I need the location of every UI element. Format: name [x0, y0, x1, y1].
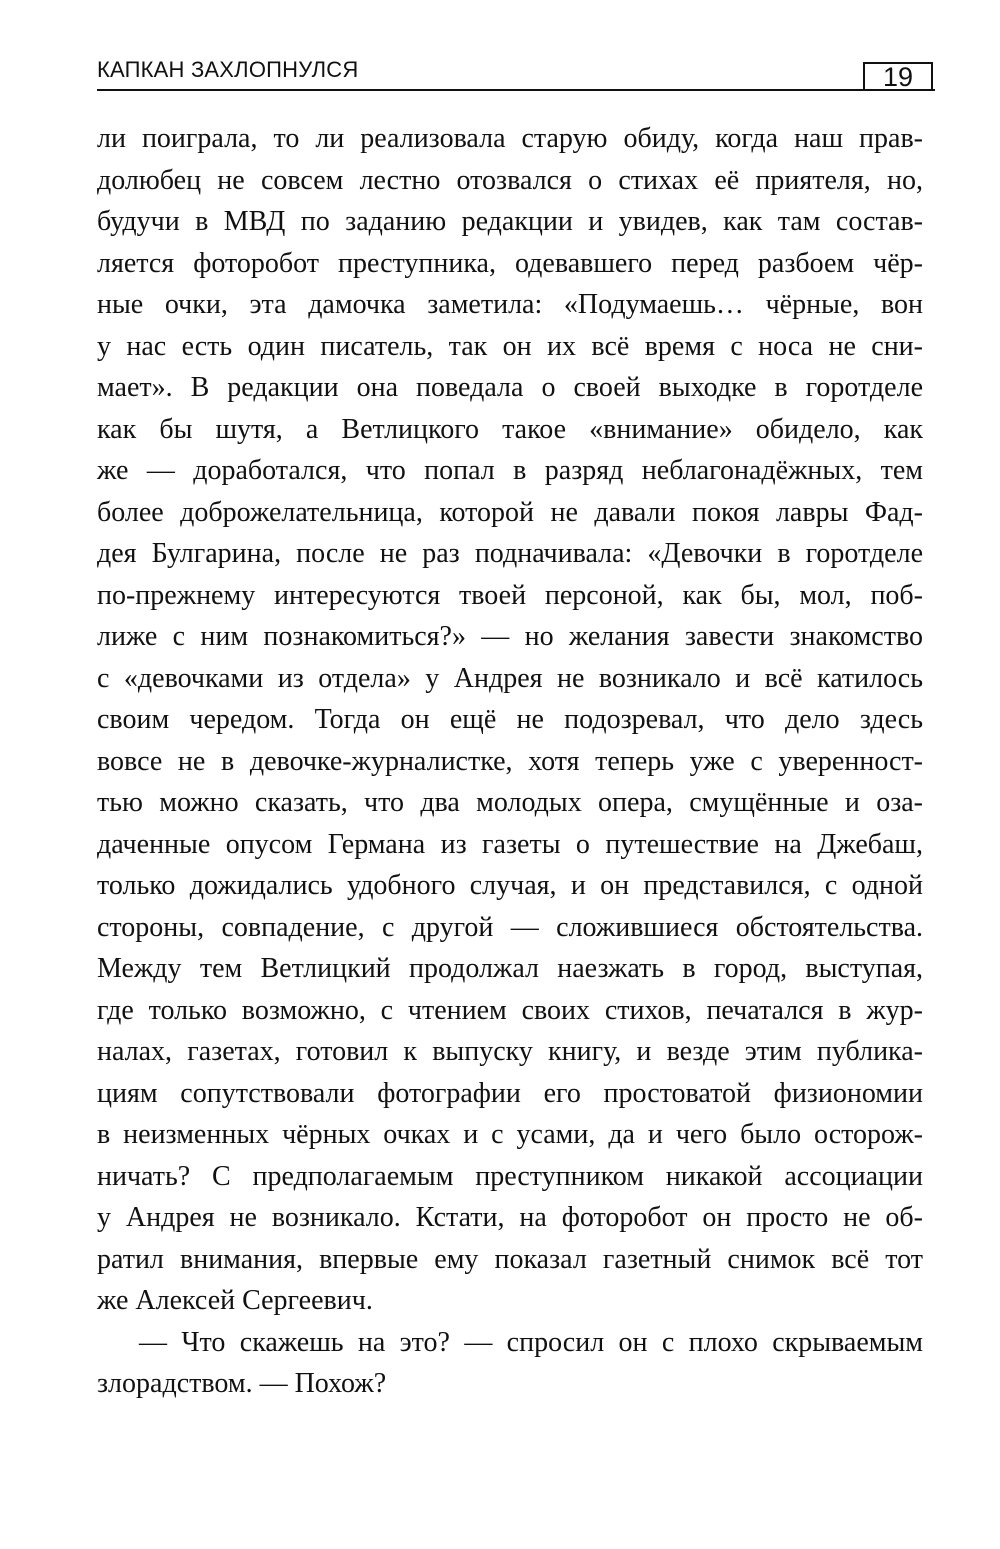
page-number: 19 [863, 62, 933, 89]
text-line: с «девочками из отдела» у Андрея не возникало и всё катилось [97, 662, 923, 694]
text-line: у нас есть один писатель, так он их всё время с носа не сни- [97, 330, 923, 362]
text-line: лиже с ним познакомиться?» — но желания завести знакомство [97, 621, 923, 652]
text-line: ратил внимания, впервые ему показал газетный снимок всё тот [97, 1243, 923, 1275]
text-line: по-прежнему интересуются твоей персоной, как бы, мол, поб- [97, 579, 923, 611]
running-title: КАПКАН ЗАХЛОПНУЛСЯ [97, 57, 359, 82]
text-line: циям сопутствовали фотографии его простоватой физиономии [97, 1077, 923, 1109]
text-line: же — доработался, что попал в разряд неблагонадёжных, тем [97, 455, 923, 486]
text-line: где только возможно, с чтением своих стихов, печатался в жур- [97, 994, 923, 1026]
text-line: злорадством. — Похож? [97, 1368, 387, 1399]
page-header [97, 52, 935, 94]
text-line: в неизменных чёрных очках и с усами, да и чего было осторож- [97, 1119, 923, 1150]
dialogue-paragraph [97, 1322, 923, 1405]
text-line: ляется фоторобот преступника, одевавшего перед разбоем чёр- [97, 247, 923, 279]
text-line: даченные опусом Германа из газеты о путешествие на Джебаш, [97, 828, 923, 860]
text-line: мает». В редакции она поведала о своей выходке в горотделе [97, 372, 923, 403]
text-line: ничать? С предполагаемым преступником никакой ассоциации [97, 1160, 923, 1192]
text-line: ли поиграла, то ли реализовала старую обиду, когда наш прав- [97, 123, 923, 154]
text-line: дея Булгарина, после не раз подначивала: «Девочки в горотделе [97, 538, 923, 569]
header-rule [97, 89, 935, 91]
text-line: своим чередом. Тогда он ещё не подозревал, что дело здесь [97, 704, 923, 735]
text-line: более доброжелательница, которой не давали покоя лавры Фад- [97, 496, 923, 528]
text-line: у Андрея не возникало. Кстати, на фоторобот он просто не об- [97, 1202, 923, 1233]
body-text [97, 118, 923, 1405]
text-line: тью можно сказать, что два молодых опера, смущённые и оза- [97, 787, 923, 818]
text-line: стороны, совпадение, с другой — сложившиеся обстоятельства. [97, 911, 923, 943]
text-line: как бы шутя, а Ветлицкого такое «внимание» обидело, как [97, 413, 923, 445]
text-line: ные очки, эта дамочка заметила: «Подумаешь… чёрные, вон [97, 289, 923, 320]
paragraph [97, 118, 923, 1322]
text-line: долюбец не совсем лестно отозвался о стихах её приятеля, но, [97, 164, 923, 196]
text-line: вовсе не в девочке-журналистке, хотя теперь уже с уверенност- [97, 745, 923, 777]
text-line: только дожидались удобного случая, и он представился, с одной [97, 870, 923, 901]
text-line: — Что скажешь на это? — спросил он с плохо скрываемым [139, 1326, 923, 1358]
text-line: будучи в МВД по заданию редакции и увидев, как там состав- [97, 206, 923, 237]
text-line: Между тем Ветлицкий продолжал наезжать в город, выступая, [97, 953, 923, 984]
text-line: налах, газетах, готовил к выпуску книгу, и везде этим публика- [97, 1036, 923, 1067]
text-line: же Алексей Сергеевич. [97, 1285, 373, 1316]
